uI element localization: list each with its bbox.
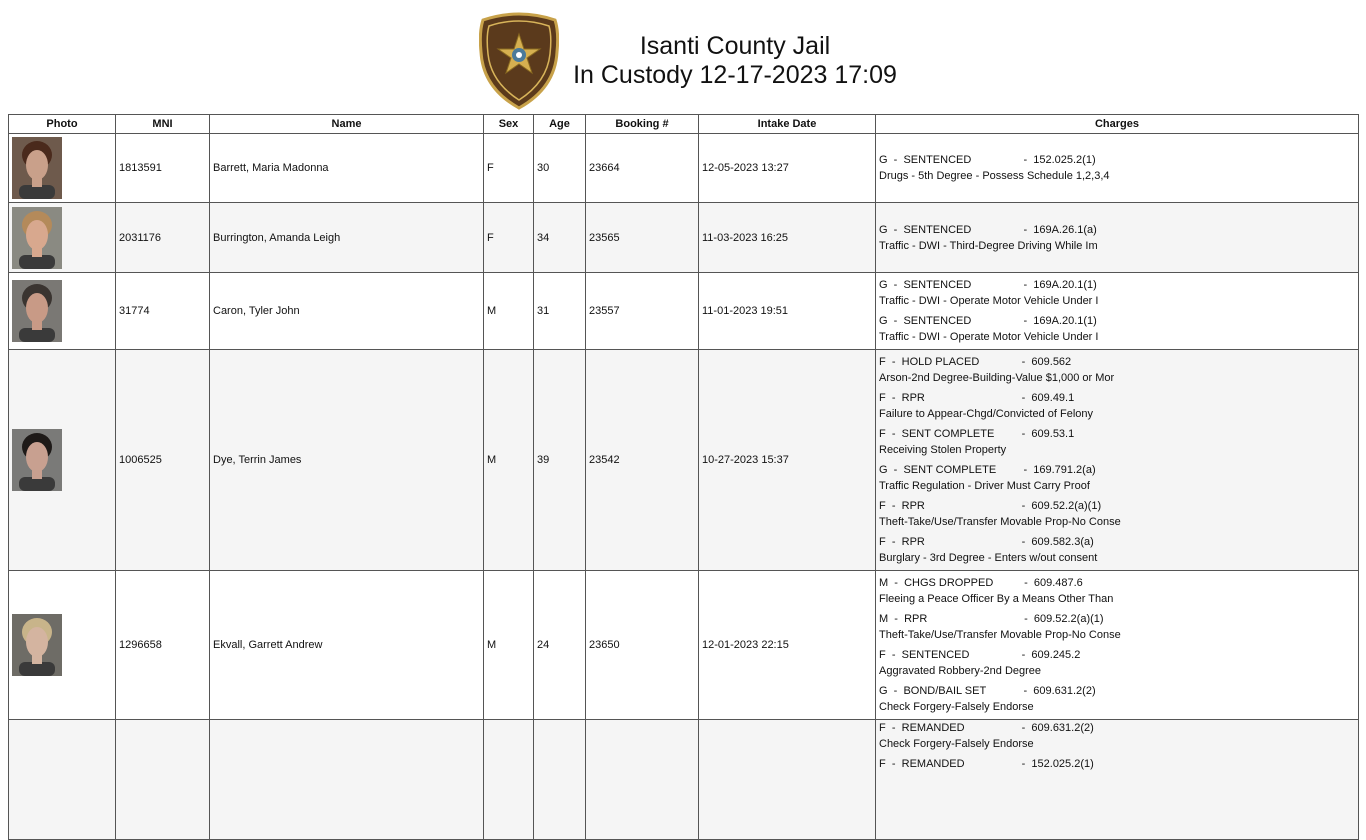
column-header-mni: MNI [116,115,210,134]
sex-cell: F [484,203,534,273]
name-cell [210,720,484,840]
charge-description: Traffic - DWI - Third-Degree Driving While Im [879,239,1098,252]
table-row [9,203,1359,273]
sex-cell: M [484,350,534,571]
intake-date-cell [699,720,876,840]
charges-cell [876,273,1359,350]
mugshot-photo[interactable] [12,137,62,199]
sex-cell: M [484,273,534,350]
custody-timestamp: In Custody 12-17-2023 17:09 [573,61,897,89]
charge-entry: G - BOND/BAIL SET - 609.631.2(2) Check Forgery-Falsely Endorse [879,683,1355,715]
charge-status: HOLD PLACED [901,356,980,368]
charge-level: F [879,649,886,661]
table-row [9,273,1359,350]
table-row [9,720,1359,840]
charge-statute: 169A.26.1(a) [1033,223,1097,236]
charge-description: Traffic - DWI - Operate Motor Vehicle Under I [879,295,1099,307]
charge-status: SENTENCED [901,649,970,661]
charge-level: F [879,392,886,404]
charge-statute: 169A.20.1(1) [1033,315,1097,327]
charge-level: G [879,685,888,697]
name-cell: Dye, Terrin James [210,350,484,571]
charge-status: SENTENCED [903,154,972,166]
age-cell: 39 [534,350,586,571]
photo-cell [9,571,116,720]
mni-cell: 2031176 [116,203,210,273]
intake-date-cell: 10-27-2023 15:37 [699,350,876,571]
charge-description: Aggravated Robbery-2nd Degree [879,665,1042,677]
table-row [9,571,1359,720]
page-title: Isanti County Jail [639,32,831,60]
booking-cell [586,720,699,840]
charge-level: F [879,536,886,548]
charges-cell [876,571,1359,720]
mugshot-photo[interactable] [12,614,62,676]
name-cell: Burrington, Amanda Leigh [210,203,484,273]
charge-level: F [879,500,886,512]
age-cell: 34 [534,203,586,273]
roster-body [9,134,1359,840]
charge-statute: 169.791.2(a) [1033,464,1096,476]
charges-cell [876,350,1359,571]
charge-status: RPR [904,613,928,625]
charge-entry: G - SENTENCED - 169A.20.1(1) Traffic - DWI - Operate Motor Vehicle Under I [879,277,1355,309]
column-header-photo: Photo [9,115,116,134]
name-cell: Ekvall, Garrett Andrew [210,571,484,720]
booking-cell: 23565 [586,203,699,273]
charge-level: M [879,577,889,589]
column-header-booking: Booking # [586,115,699,134]
charge-description: Failure to Appear-Chgd/Convicted of Felony [879,408,1094,420]
table-row [9,134,1359,203]
charge-level: F [879,722,886,734]
mugshot-photo[interactable] [12,280,62,342]
age-cell: 31 [534,273,586,350]
charge-status: RPR [901,536,925,548]
charge-entry: G - SENTENCED - 152.025.2(1) Drugs - 5th Degree - Possess Schedule 1,2,3,4 [879,152,1355,184]
column-header-age: Age [534,115,586,134]
charge-description: Check Forgery-Falsely Endorse [879,701,1034,713]
charge-entry: G - SENTENCED - 169A.20.1(1) Traffic - DWI - Operate Motor Vehicle Under I [879,313,1355,345]
charge-entry: G - SENT COMPLETE - 169.791.2(a) Traffic Regulation - Driver Must Carry Proof [879,462,1355,494]
charge-level: G [879,464,888,476]
charge-description: Traffic Regulation - Driver Must Carry Proof [879,480,1090,492]
intake-date-cell: 12-01-2023 22:15 [699,571,876,720]
charge-entry: F - SENT COMPLETE - 609.53.1 Receiving Stolen Property [879,426,1355,458]
charge-level: F [879,428,886,440]
charge-description: Drugs - 5th Degree - Possess Schedule 1,2,3,4 [879,170,1110,182]
charge-statute: 152.025.2(1) [1031,758,1094,770]
age-cell: 24 [534,571,586,720]
photo-cell [9,720,116,840]
charge-level: G [879,279,888,291]
charge-statute: 609.49.1 [1031,392,1075,404]
charge-entry: F - REMANDED - 609.631.2(2) Check Forgery-Falsely Endorse [879,720,1355,752]
charge-status: SENTENCED [903,223,972,236]
sex-cell: F [484,134,534,203]
charge-status: BOND/BAIL SET [903,685,987,697]
column-header-name: Name [210,115,484,134]
charges-cell [876,134,1359,203]
mni-cell [116,720,210,840]
photo-cell [9,350,116,571]
page-header [0,0,1366,112]
table-header-row [9,115,1359,134]
name-cell: Barrett, Maria Madonna [210,134,484,203]
photo-cell [9,273,116,350]
charge-status: SENT COMPLETE [903,464,997,476]
charge-description: Fleeing a Peace Officer By a Means Other Than [879,593,1114,605]
sex-cell [484,720,534,840]
inmate-roster-table [8,114,1359,840]
charge-entry: F - REMANDED - 152.025.2(1) [879,758,1094,770]
charge-description: Arson-2nd Degree-Building-Value $1,000 or Mor [879,372,1115,384]
charge-entry: G - SENTENCED - 169A.26.1(a) Traffic - DWI - Third-Degree Driving While Im [879,222,1355,254]
charge-status: REMANDED [901,722,965,734]
booking-cell: 23650 [586,571,699,720]
charge-statute: 609.631.2(2) [1033,685,1096,697]
charge-statute: 609.631.2(2) [1031,722,1094,734]
charge-status: SENT COMPLETE [901,428,995,440]
age-cell [534,720,586,840]
charge-statute: 609.245.2 [1031,649,1081,661]
intake-date-cell: 11-01-2023 19:51 [699,273,876,350]
booking-cell: 23557 [586,273,699,350]
charge-entry: F - SENTENCED - 609.245.2 Aggravated Robbery-2nd Degree [879,647,1355,679]
column-header-intake-date: Intake Date [699,115,876,134]
mni-cell: 31774 [116,273,210,350]
mugshot-photo[interactable] [12,207,62,269]
sex-cell: M [484,571,534,720]
charge-status: REMANDED [901,758,965,770]
charge-statute: 609.52.2(a)(1) [1033,613,1104,625]
charge-statute: 609.53.1 [1031,428,1075,440]
charge-entry: M - RPR - 609.52.2(a)(1) Theft-Take/Use/Transfer Movable Prop-No Conse [879,611,1355,643]
charge-statute: 609.52.2(a)(1) [1031,500,1102,512]
age-cell: 30 [534,134,586,203]
charge-entry: F - RPR - 609.52.2(a)(1) Theft-Take/Use/Transfer Movable Prop-No Conse [879,498,1355,530]
mni-cell: 1296658 [116,571,210,720]
charge-entry: M - CHGS DROPPED - 609.487.6 Fleeing a Peace Officer By a Means Other Than [879,575,1355,607]
charge-statute: 609.582.3(a) [1031,536,1094,548]
charge-description: Theft-Take/Use/Transfer Movable Prop-No Conse [879,629,1121,641]
charge-description: Receiving Stolen Property [879,444,1007,456]
charge-level: G [879,315,888,327]
charge-description: Burglary - 3rd Degree - Enters w/out consent [879,552,1098,564]
charge-level: M [879,613,889,625]
charge-entry: F - HOLD PLACED - 609.562 Arson-2nd Degree-Building-Value $1,000 or Mor [879,354,1355,386]
charges-cell [876,203,1359,273]
charge-level: G [879,223,888,236]
charge-status: RPR [901,392,925,404]
mugshot-photo[interactable] [12,429,62,491]
page-title-block [560,32,910,90]
charge-status: CHGS DROPPED [904,577,994,589]
charge-statute: 152.025.2(1) [1033,154,1096,166]
booking-cell: 23542 [586,350,699,571]
charge-level: F [879,356,886,368]
photo-cell [9,203,116,273]
charges-cell [876,720,1359,840]
column-header-sex: Sex [484,115,534,134]
table-row [9,350,1359,571]
intake-date-cell: 12-05-2023 13:27 [699,134,876,203]
sheriff-badge-logo [479,12,559,110]
charge-level: G [879,154,888,166]
intake-date-cell: 11-03-2023 16:25 [699,203,876,273]
charge-statute: 169A.20.1(1) [1033,279,1097,291]
charge-statute: 609.487.6 [1033,577,1083,589]
charge-status: SENTENCED [903,315,972,327]
charge-entry: F - RPR - 609.582.3(a) Burglary - 3rd Degree - Enters w/out consent [879,534,1355,566]
charge-description: Traffic - DWI - Operate Motor Vehicle Under I [879,331,1099,343]
charge-level: F [879,758,886,770]
charge-status: RPR [901,500,925,512]
charge-description: Theft-Take/Use/Transfer Movable Prop-No Conse [879,516,1121,528]
charge-description: Check Forgery-Falsely Endorse [879,738,1034,750]
booking-cell: 23664 [586,134,699,203]
charge-status: SENTENCED [903,279,972,291]
column-header-charges: Charges [876,115,1359,134]
mni-cell: 1006525 [116,350,210,571]
mni-cell: 1813591 [116,134,210,203]
charge-statute: 609.562 [1031,356,1072,368]
charge-entry: F - RPR - 609.49.1 Failure to Appear-Chgd/Convicted of Felony [879,390,1355,422]
photo-cell [9,134,116,203]
name-cell: Caron, Tyler John [210,273,484,350]
